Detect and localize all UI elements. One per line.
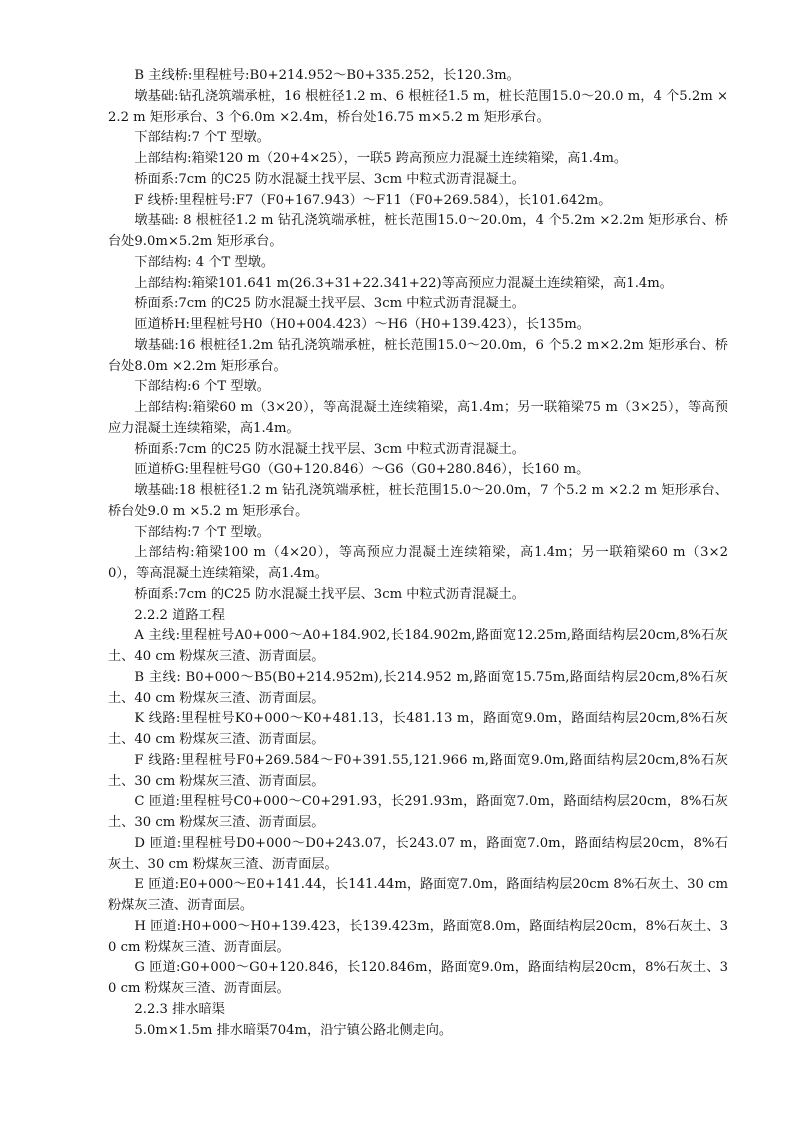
paragraph-f-line-road: F 线路:里程桩号F0+269.584～F0+391.55,121.966 m,路面宽9.0m,路面结构层20cm,8%石灰土、30 cm 粉煤灰三渣、沥青面层。 bbox=[108, 752, 728, 789]
paragraph-f-substructure: 下部结构: 4 个T 型墩。 bbox=[134, 254, 275, 270]
paragraph-d-ramp-road: D 匝道:里程桩号D0+000～D0+243.07，长243.07 m，路面宽7.0m，路面结构层20cm，8%石灰土、30 cm 粉煤灰三渣、沥青面层。 bbox=[108, 835, 728, 872]
paragraph-b-deck-system: 桥面系:7cm 的C25 防水混凝土找平层、3cm 中粒式沥青混凝土。 bbox=[134, 171, 525, 187]
paragraph-e-ramp-road: E 匝道:E0+000～E0+141.44，长141.44m，路面宽7.0m，路面结构层20cm 8%石灰土、30 cm 粉煤灰三渣、沥青面层。 bbox=[108, 877, 728, 913]
paragraph-b-mainline-road: B 主线: B0+000～B5(B0+214.952m),长214.952 m,路面宽15.75m,路面结构层20cm,8%石灰土、40 cm 粉煤灰三渣、沥青面层。 bbox=[108, 669, 728, 706]
paragraph-b-mainline-bridge: B 主线桥:里程桩号:B0+214.952～B0+335.252，长120.3m。 bbox=[134, 68, 520, 83]
paragraph-h-ramp-bridge: 匝道桥H:里程桩号H0（H0+004.423）～H6（H0+139.423），长135m。 bbox=[134, 317, 590, 332]
section-heading-drainage-culvert: 2.2.3 排水暗渠 bbox=[134, 1001, 225, 1017]
paragraph-b-substructure: 下部结构:7 个T 型墩。 bbox=[134, 130, 270, 146]
paragraph-b-pier-foundation: 墩基础:钻孔浇筑端承桩，16 根桩径1.2 m、6 根桩径1.5 m，桩长范围15.0～20.0 m，4 个5.2m ×2.2 m 矩形承台、3 个6.0m ×2.4m，桥台处16.75 m×5.2 m 矩形承台。 bbox=[108, 88, 728, 125]
paragraph-g-deck-system: 桥面系:7cm 的C25 防水混凝土找平层、3cm 中粒式沥青混凝土。 bbox=[134, 586, 525, 602]
paragraph-h-superstructure: 上部结构:箱梁60 m（3×20），等高混凝土连续箱梁，高1.4m；另一联箱梁75 m（3×25），等高预应力混凝土连续箱梁，高1.4m。 bbox=[108, 400, 728, 436]
paragraph-g-substructure: 下部结构:7 个T 型墩。 bbox=[134, 524, 270, 540]
paragraph-g-superstructure: 上部结构:箱梁100 m（4×20），等高预应力混凝土连续箱梁，高1.4m；另一联箱梁60 m（3×20），等高混凝土连续箱梁，高1.4m。 bbox=[108, 545, 728, 581]
paragraph-g-ramp-bridge: 匝道桥G:里程桩号G0（G0+120.846）～G6（G0+280.846），长160 m。 bbox=[134, 462, 590, 478]
paragraph-drainage-culvert: 5.0m×1.5m 排水暗渠704m，沿宁镇公路北侧走向。 bbox=[134, 1022, 453, 1038]
paragraph-f-line-bridge: F 线桥:里程桩号:F7（F0+167.943）～F11（F0+269.584），长101.642m。 bbox=[134, 192, 612, 208]
paragraph-f-superstructure: 上部结构:箱梁101.641 m(26.3+31+22.341+22)等高预应力混凝土连续箱梁，高1.4m。 bbox=[134, 275, 673, 291]
paragraph-c-ramp-road: C 匝道:里程桩号C0+000～C0+291.93，长291.93m，路面宽7.0m，路面结构层20cm，8%石灰土、30 cm 粉煤灰三渣、沥青面层。 bbox=[108, 794, 728, 830]
paragraph-f-deck-system: 桥面系:7cm 的C25 防水混凝土找平层、3cm 中粒式沥青混凝土。 bbox=[134, 296, 525, 312]
paragraph-h-substructure: 下部结构:6 个T 型墩。 bbox=[134, 379, 270, 395]
section-heading-road-works: 2.2.2 道路工程 bbox=[134, 607, 225, 623]
paragraph-a-mainline-road: A 主线:里程桩号A0+000～A0+184.902,长184.902m,路面宽12.25m,路面结构层20cm,8%石灰土、40 cm 粉煤灰三渣、沥青面层。 bbox=[108, 628, 728, 664]
paragraph-b-superstructure: 上部结构:箱梁120 m（20+4×25），一联5 跨高预应力混凝土连续箱梁，高1.4m。 bbox=[134, 151, 628, 166]
paragraph-g-pier-foundation: 墩基础:18 根桩径1.2 m 钻孔浇筑端承桩，桩长范围15.0～20.0m，7 个5.2 m ×2.2 m 矩形承台、桥台处9.0 m ×5.2 m 矩形承台。 bbox=[108, 483, 728, 519]
paragraph-g-ramp-road: G 匝道:G0+000～G0+120.846，长120.846m，路面宽9.0m，路面结构层20cm，8%石灰土、30 cm 粉煤灰三渣、沥青面层。 bbox=[108, 960, 728, 996]
paragraph-h-deck-system: 桥面系:7cm 的C25 防水混凝土找平层、3cm 中粒式沥青混凝土。 bbox=[134, 441, 525, 457]
paragraph-f-pier-foundation: 墩基础: 8 根桩径1.2 m 钻孔浇筑端承桩，桩长范围15.0～20.0m，4 个5.2m ×2.2m 矩形承台、桥台处9.0m×5.2m 矩形承台。 bbox=[108, 213, 728, 249]
paragraph-k-line-road: K 线路:里程桩号K0+000～K0+481.13，长481.13 m，路面宽9.0m，路面结构层20cm,8%石灰土、40 cm 粉煤灰三渣、沥青面层。 bbox=[108, 711, 728, 747]
paragraph-h-pier-foundation: 墩基础:16 根桩径1.2m 钻孔浇筑端承桩，桩长范围15.0～20.0m，6 个5.2 m×2.2m 矩形承台、桥台处8.0m ×2.2m 矩形承台。 bbox=[108, 337, 728, 374]
document-body bbox=[108, 66, 728, 1041]
paragraph-h-ramp-road: H 匝道:H0+000～H0+139.423，长139.423m，路面宽8.0m，路面结构层20cm，8%石灰土、30 cm 粉煤灰三渣、沥青面层。 bbox=[108, 918, 728, 955]
